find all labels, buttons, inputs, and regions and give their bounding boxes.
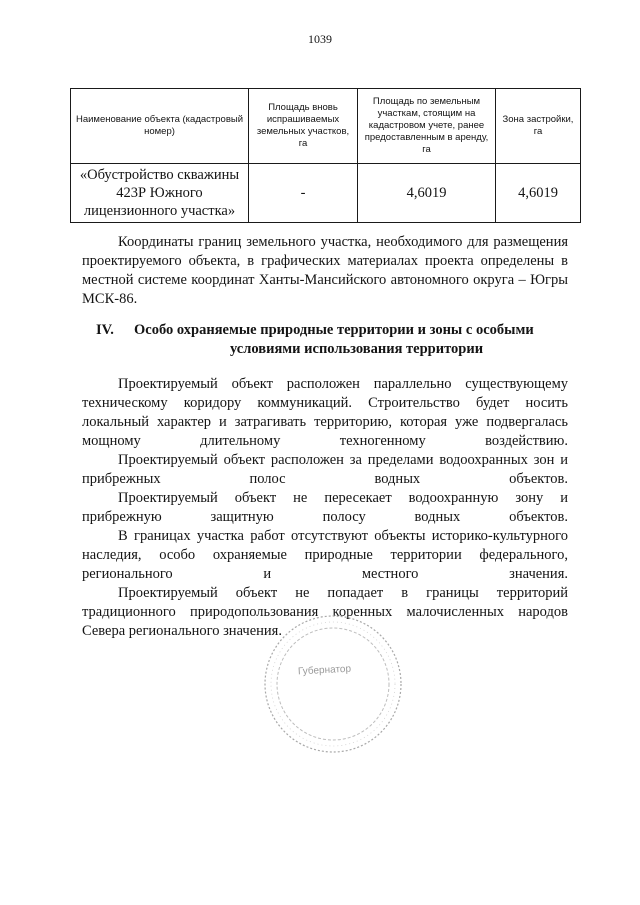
table-row: [71, 164, 581, 223]
section-title-line2: условиями использования территории: [230, 341, 484, 357]
coordinates-paragraph: Координаты границ земельного участка, необходимого для размещения проектируемого объекта, в графических материалах проекта определены в местной системе координат Ханты-Мансийского автономного округа – Югры МСК-86.: [82, 234, 568, 307]
cell-object-name: «Обустройство скважины 423Р Южного лицензионного участка»: [71, 164, 249, 223]
cell-leased-area: 4,6019: [358, 164, 496, 223]
section-title-line1: Особо охраняемые природные территории и зоны с особыми: [134, 322, 534, 338]
cell-new-area: -: [249, 164, 358, 223]
cell-build-zone: 4,6019: [496, 164, 581, 223]
table-header-row: [71, 89, 581, 164]
section-number: IV.: [96, 322, 114, 338]
header-object-name: Наименование объекта (кадастровый номер): [71, 89, 249, 164]
header-new-area: Площадь вновь испрашиваемых земельных участков, га: [249, 89, 358, 164]
paragraph-heritage: В границах участка работ отсутствуют объекты историко-культурного наследия, особо охраняемые природные территории федерального, регионального и местного значения.: [82, 528, 568, 582]
paragraph-protection-strip: Проектируемый объект не пересекает водоохранную зону и прибрежную защитную полосу водных объектов.: [82, 490, 568, 525]
objects-table: [70, 88, 581, 223]
paragraph-corridor: Проектируемый объект расположен параллельно существующему техническому коридору коммуникаций. Строительство будет носить локальный характер и затрагивать территорию, которая уже подвергалась мощному длительному техногенному воздействию.: [82, 376, 568, 449]
page-number: 1039: [308, 32, 332, 46]
paragraph-traditional-lands: Проектируемый объект не попадает в границы территорий традиционного природопользования коренных малочисленных народов Севера регионального значения.: [82, 585, 568, 639]
seal-label: Губернатор: [297, 663, 352, 678]
official-seal: [262, 613, 404, 755]
header-leased-area: Площадь по земельным участкам, стоящим на кадастровом учете, ранее предоставленным в аренду, га: [358, 89, 496, 164]
header-build-zone: Зона застройки, га: [496, 89, 581, 164]
paragraph-water-zones: Проектируемый объект расположен за пределами водоохранных зон и прибрежных полос водных объектов.: [82, 452, 568, 487]
